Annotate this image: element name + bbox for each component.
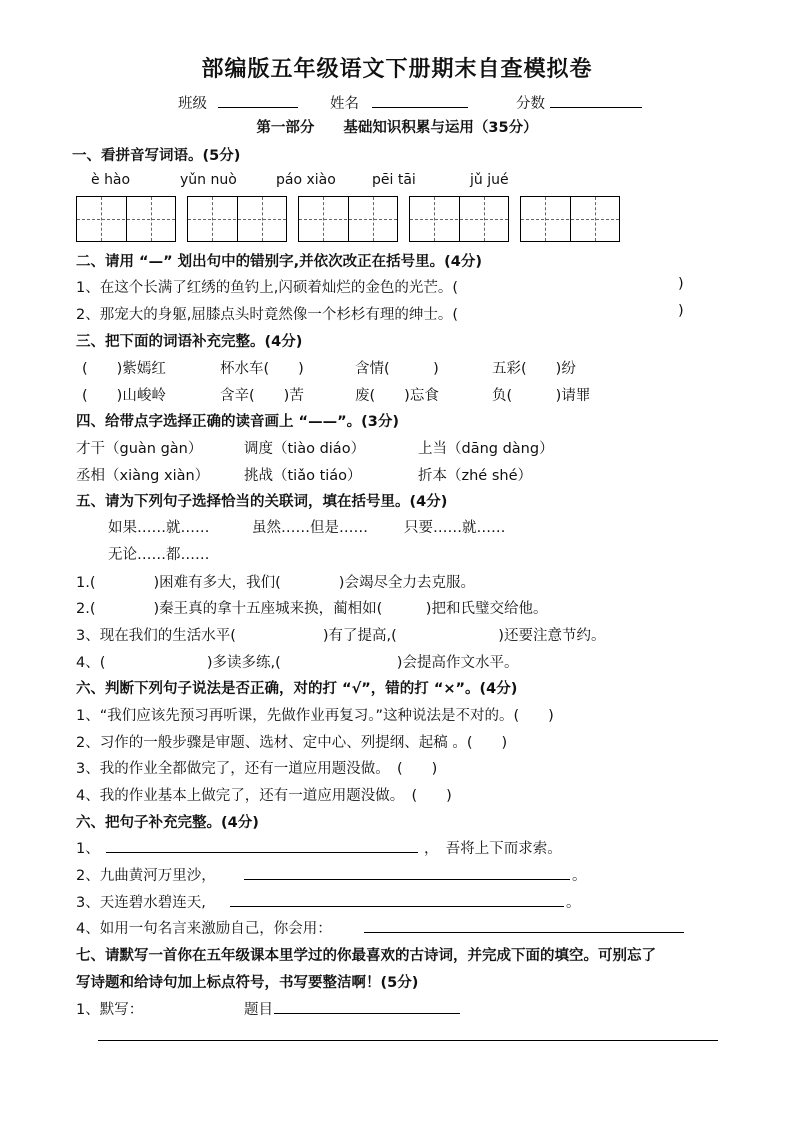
score-field <box>516 92 642 113</box>
s6-question-3: 3、我的作业全都做完了，还有一道应用题没做。 ( ) <box>76 761 438 777</box>
s7-q2-end: 。 <box>572 868 587 884</box>
s6-question-2: 2、习作的一般步骤是审题、选材、定中心、列提纲、起稿 。( ) <box>76 735 508 751</box>
reading-3: 上当（dāng dàng） <box>418 441 554 457</box>
s2-q2-close: ) <box>678 303 684 319</box>
s7-question-2: 2、九曲黄河万里沙， <box>76 868 216 884</box>
page-title: 部编版五年级语文下册期末自查模拟卷 <box>201 56 593 82</box>
name-label: 姓名 <box>330 96 359 112</box>
s2-question-2: 2、那宠大的身躯,屈膝点头时竟然像一个杉杉有理的绅士。( <box>76 307 458 323</box>
score-label: 分数 <box>516 96 545 112</box>
conj-option-3: 只要……就…… <box>404 520 506 536</box>
reading-5: 挑战（tiǎo tiáo） <box>244 468 362 484</box>
writing-grid-1[interactable] <box>76 196 176 242</box>
writing-grid-4[interactable] <box>409 196 509 242</box>
poem-title-label: 题目 <box>244 1002 273 1018</box>
name-field <box>330 92 468 113</box>
reading-2: 调度（tiào diáo） <box>244 441 366 457</box>
idiom-5: ( )山峻岭 <box>82 388 166 404</box>
s7-question-3: 3、天连碧水碧连天, <box>76 895 206 911</box>
s5-question-2: 2.( )秦王真的拿十五座城来换，蔺相如( )把和氏璧交给他。 <box>76 601 548 617</box>
name-blank[interactable] <box>372 93 468 108</box>
conj-option-4: 无论……都…… <box>108 547 210 563</box>
s5-question-4: 4、( )多读多练,( )会提高作文水平。 <box>76 655 519 671</box>
section2-heading: 二、请用 “—” 划出句中的错别字,并依次改正在括号里。(4分) <box>76 254 483 270</box>
writing-grid-2[interactable] <box>187 196 287 242</box>
s7-q4-blank[interactable] <box>364 932 684 933</box>
s7-question-1-tail: ， 吾将上下而求索。 <box>424 841 562 857</box>
writing-grid-5[interactable] <box>520 196 620 242</box>
idiom-7: 废( )忘食 <box>355 388 439 404</box>
s6-question-1: 1、“我们应该先预习再听课，先做作业再复习。”这种说法是不对的。( ) <box>76 708 554 724</box>
section4-heading: 四、给带点字选择正确的读音画上 “——”。(3分) <box>76 414 399 430</box>
pinyin-4: pēi tāi <box>372 172 416 188</box>
s7-q3-blank[interactable] <box>230 906 564 907</box>
section1-heading: 一、看拼音写词语。(5分) <box>72 148 241 164</box>
reading-4: 丞相（xiàng xiàn） <box>76 468 210 484</box>
s7-q2-blank[interactable] <box>244 879 570 880</box>
writing-grid-3[interactable] <box>298 196 398 242</box>
s5-question-3: 3、现在我们的生活水平( )有了提高,( )还要注意节约。 <box>76 628 606 644</box>
s7-question-1-number: 1、 <box>76 841 100 857</box>
class-field <box>178 92 298 113</box>
s2-q1-close: ) <box>678 276 684 292</box>
idiom-4: 五彩( )纷 <box>492 361 576 377</box>
s2-question-1: 1、在这个长满了红绣的鱼钓上,闪硕着灿烂的金色的光芒。( <box>76 280 458 296</box>
section6-heading: 六、判断下列句子说法是否正确，对的打 “√”，错的打 “×”。(4分) <box>76 681 518 697</box>
conj-option-2: 虽然……但是…… <box>252 520 368 536</box>
poem-writing-line[interactable] <box>98 1040 718 1041</box>
section8-heading-line2: 写诗题和给诗句加上标点符号，书写要整洁啊！(5分) <box>76 975 419 991</box>
pinyin-2: yǔn nuò <box>180 172 237 188</box>
section5-heading: 五、请为下列句子选择恰当的关联词，填在括号里。(4分) <box>76 494 448 510</box>
s8-question-1: 1、默写： <box>76 1002 144 1018</box>
s7-q3-end: 。 <box>566 895 581 911</box>
poem-title-blank[interactable] <box>274 1013 460 1014</box>
idiom-2: 杯水车( ) <box>220 361 304 377</box>
part-heading: 第一部分 基础知识积累与运用（35分） <box>256 120 538 136</box>
class-label: 班级 <box>178 96 207 112</box>
idiom-3: 含情( ) <box>355 361 439 377</box>
s7-q1-blank[interactable] <box>106 852 418 853</box>
section7-heading: 六、把句子补充完整。(4分) <box>76 815 259 831</box>
score-blank[interactable] <box>550 93 642 108</box>
section3-heading: 三、把下面的词语补充完整。(4分) <box>76 334 303 350</box>
idiom-1: ( )紫嫣红 <box>82 361 166 377</box>
s6-question-4: 4、我的作业基本上做完了，还有一道应用题没做。 ( ) <box>76 788 452 804</box>
pinyin-1: è hào <box>91 172 131 188</box>
class-blank[interactable] <box>218 93 298 108</box>
reading-1: 才干（guàn gàn） <box>76 441 203 457</box>
idiom-6: 含辛( )苦 <box>220 388 304 404</box>
s5-question-1: 1.( )困难有多大，我们( )会竭尽全力去克服。 <box>76 575 475 591</box>
idiom-8: 负( )请罪 <box>492 388 591 404</box>
reading-6: 折本（zhé shé） <box>418 468 532 484</box>
s7-question-4: 4、如用一句名言来激励自己，你会用： <box>76 921 332 937</box>
section8-heading-line1: 七、请默写一首你在五年级课本里学过的你最喜欢的古诗词，并完成下面的填空。可别忘了 <box>76 948 656 964</box>
pinyin-5: jǔ jué <box>470 172 509 188</box>
conj-option-1: 如果……就…… <box>108 520 210 536</box>
pinyin-3: páo xiào <box>276 172 336 188</box>
